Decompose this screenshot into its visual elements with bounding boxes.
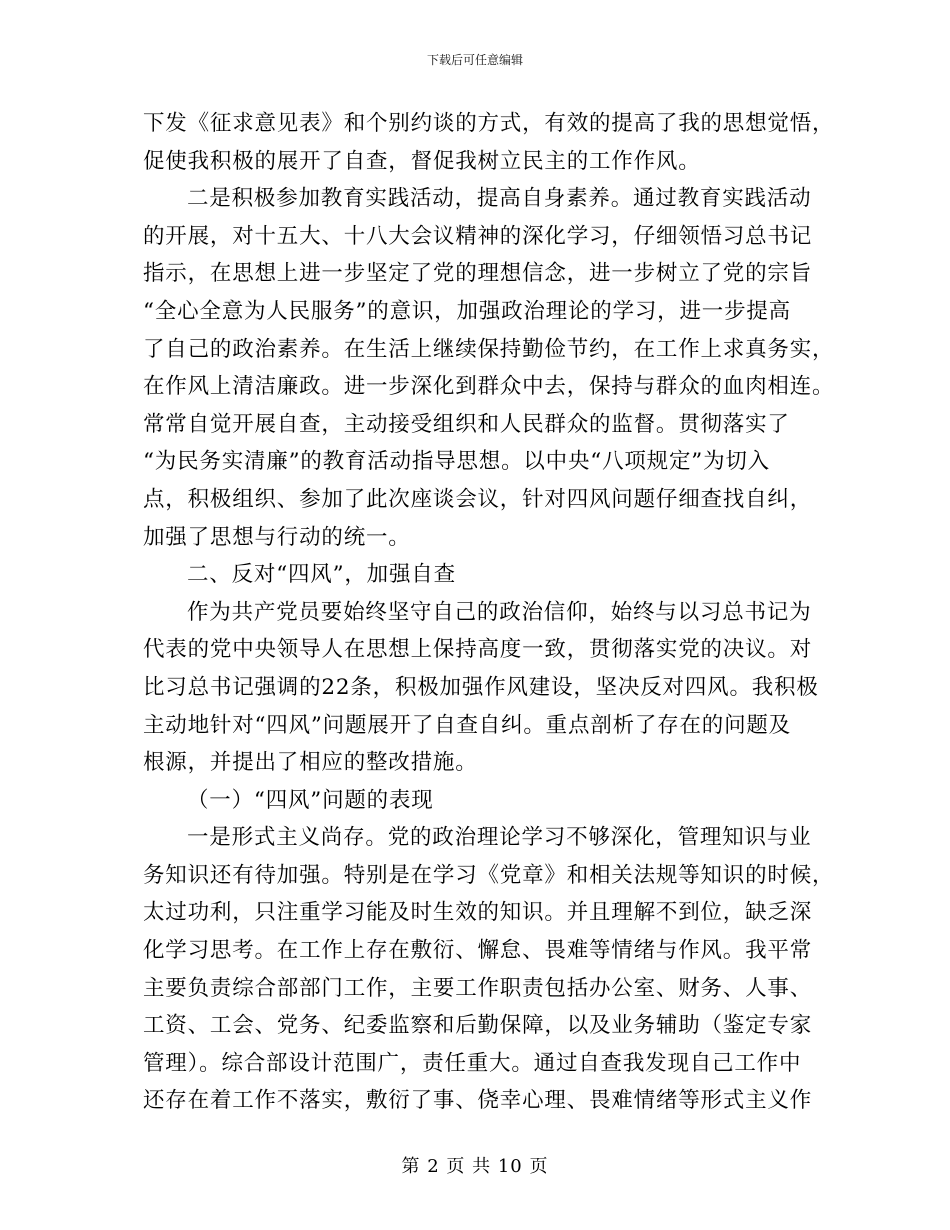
body-line: 促使我积极的展开了自查，督促我树立民主的工作作风。 (143, 148, 701, 174)
body-line: 作为共产党员要始终坚守自己的政治信仰，始终与以习总书记为 (187, 599, 812, 625)
body-line: 常常自觉开展自查，主动接受组织和人民群众的监督。贯彻落实了 (143, 411, 790, 437)
body-line: 了自己的政治素养。在生活上继续保持勤俭节约，在工作上求真务实， (143, 336, 835, 362)
section-heading: 二、反对“四风”，加强自查 (187, 562, 456, 588)
body-line: 还存在着工作不落实，敷衍了事、侥幸心理、畏难情绪等形式主义作 (143, 1088, 813, 1114)
page-header: 下载后可任意编辑 (426, 53, 523, 67)
body-line: 点，积极组织、参加了此次座谈会议，针对四风问题仔细查找自纠， (143, 486, 813, 512)
body-line: 代表的党中央领导人在思想上保持高度一致，贯彻落实党的决议。对 (143, 637, 813, 663)
body-line: 太过功利，只注重学习能及时生效的知识。并且理解不到位，缺乏深 (143, 900, 813, 926)
body-line: 二是积极参加教育实践活动，提高自身素养。通过教育实践活动 (187, 186, 812, 212)
body-line: 管理）。综合部设计范围广，责任重大。通过自查我发现自己工作中 (143, 1050, 802, 1076)
subsection-heading: （一）“四风”问题的表现 (187, 787, 434, 813)
body-line: 主要负责综合部部门工作，主要工作职责包括办公室、财务、人事、 (143, 975, 813, 1001)
body-line: 加强了思想与行动的统一。 (143, 524, 411, 550)
body-line: 比习总书记强调的22条，积极加强作风建设，坚决反对四风。我积极 (143, 674, 819, 700)
document-body (143, 105, 835, 1120)
body-line: 工资、工会、党务、纪委监察和后勤保障，以及业务辅助（鉴定专家 (143, 1013, 813, 1039)
body-line: “全心全意为人民服务”的意识，加强政治理论的学习，进一步提高 (143, 298, 791, 324)
body-line: “为民务实清廉”的教育活动指导思想。以中央“八项规定”为切入 (143, 449, 770, 475)
body-line: 务知识还有待加强。特别是在学习《党章》和相关法规等知识的时候， (143, 862, 835, 888)
body-line: 根源，并提出了相应的整改措施。 (143, 750, 478, 776)
body-line: 下发《征求意见表》和个别约谈的方式，有效的提高了我的思想觉悟， (143, 111, 835, 136)
body-line: 主动地针对“四风”问题展开了自查自纠。重点剖析了存在的问题及 (143, 712, 791, 738)
body-line: 化学习思考。在工作上存在敷衍、懈怠、畏难等情绪与作风。我平常 (143, 938, 813, 964)
body-line: 指示，在思想上进一步坚定了党的理想信念，进一步树立了党的宗旨 (143, 261, 813, 287)
body-line: 在作风上清洁廉政。进一步深化到群众中去，保持与群众的血肉相连。 (143, 374, 835, 400)
body-line: 一是形式主义尚存。党的政治理论学习不够深化，管理知识与业 (187, 825, 812, 851)
body-line: 的开展，对十五大、十八大会议精神的深化学习，仔细领悟习总书记 (143, 223, 813, 249)
page-footer: 第 2 页 共 10 页 (401, 1156, 549, 1177)
